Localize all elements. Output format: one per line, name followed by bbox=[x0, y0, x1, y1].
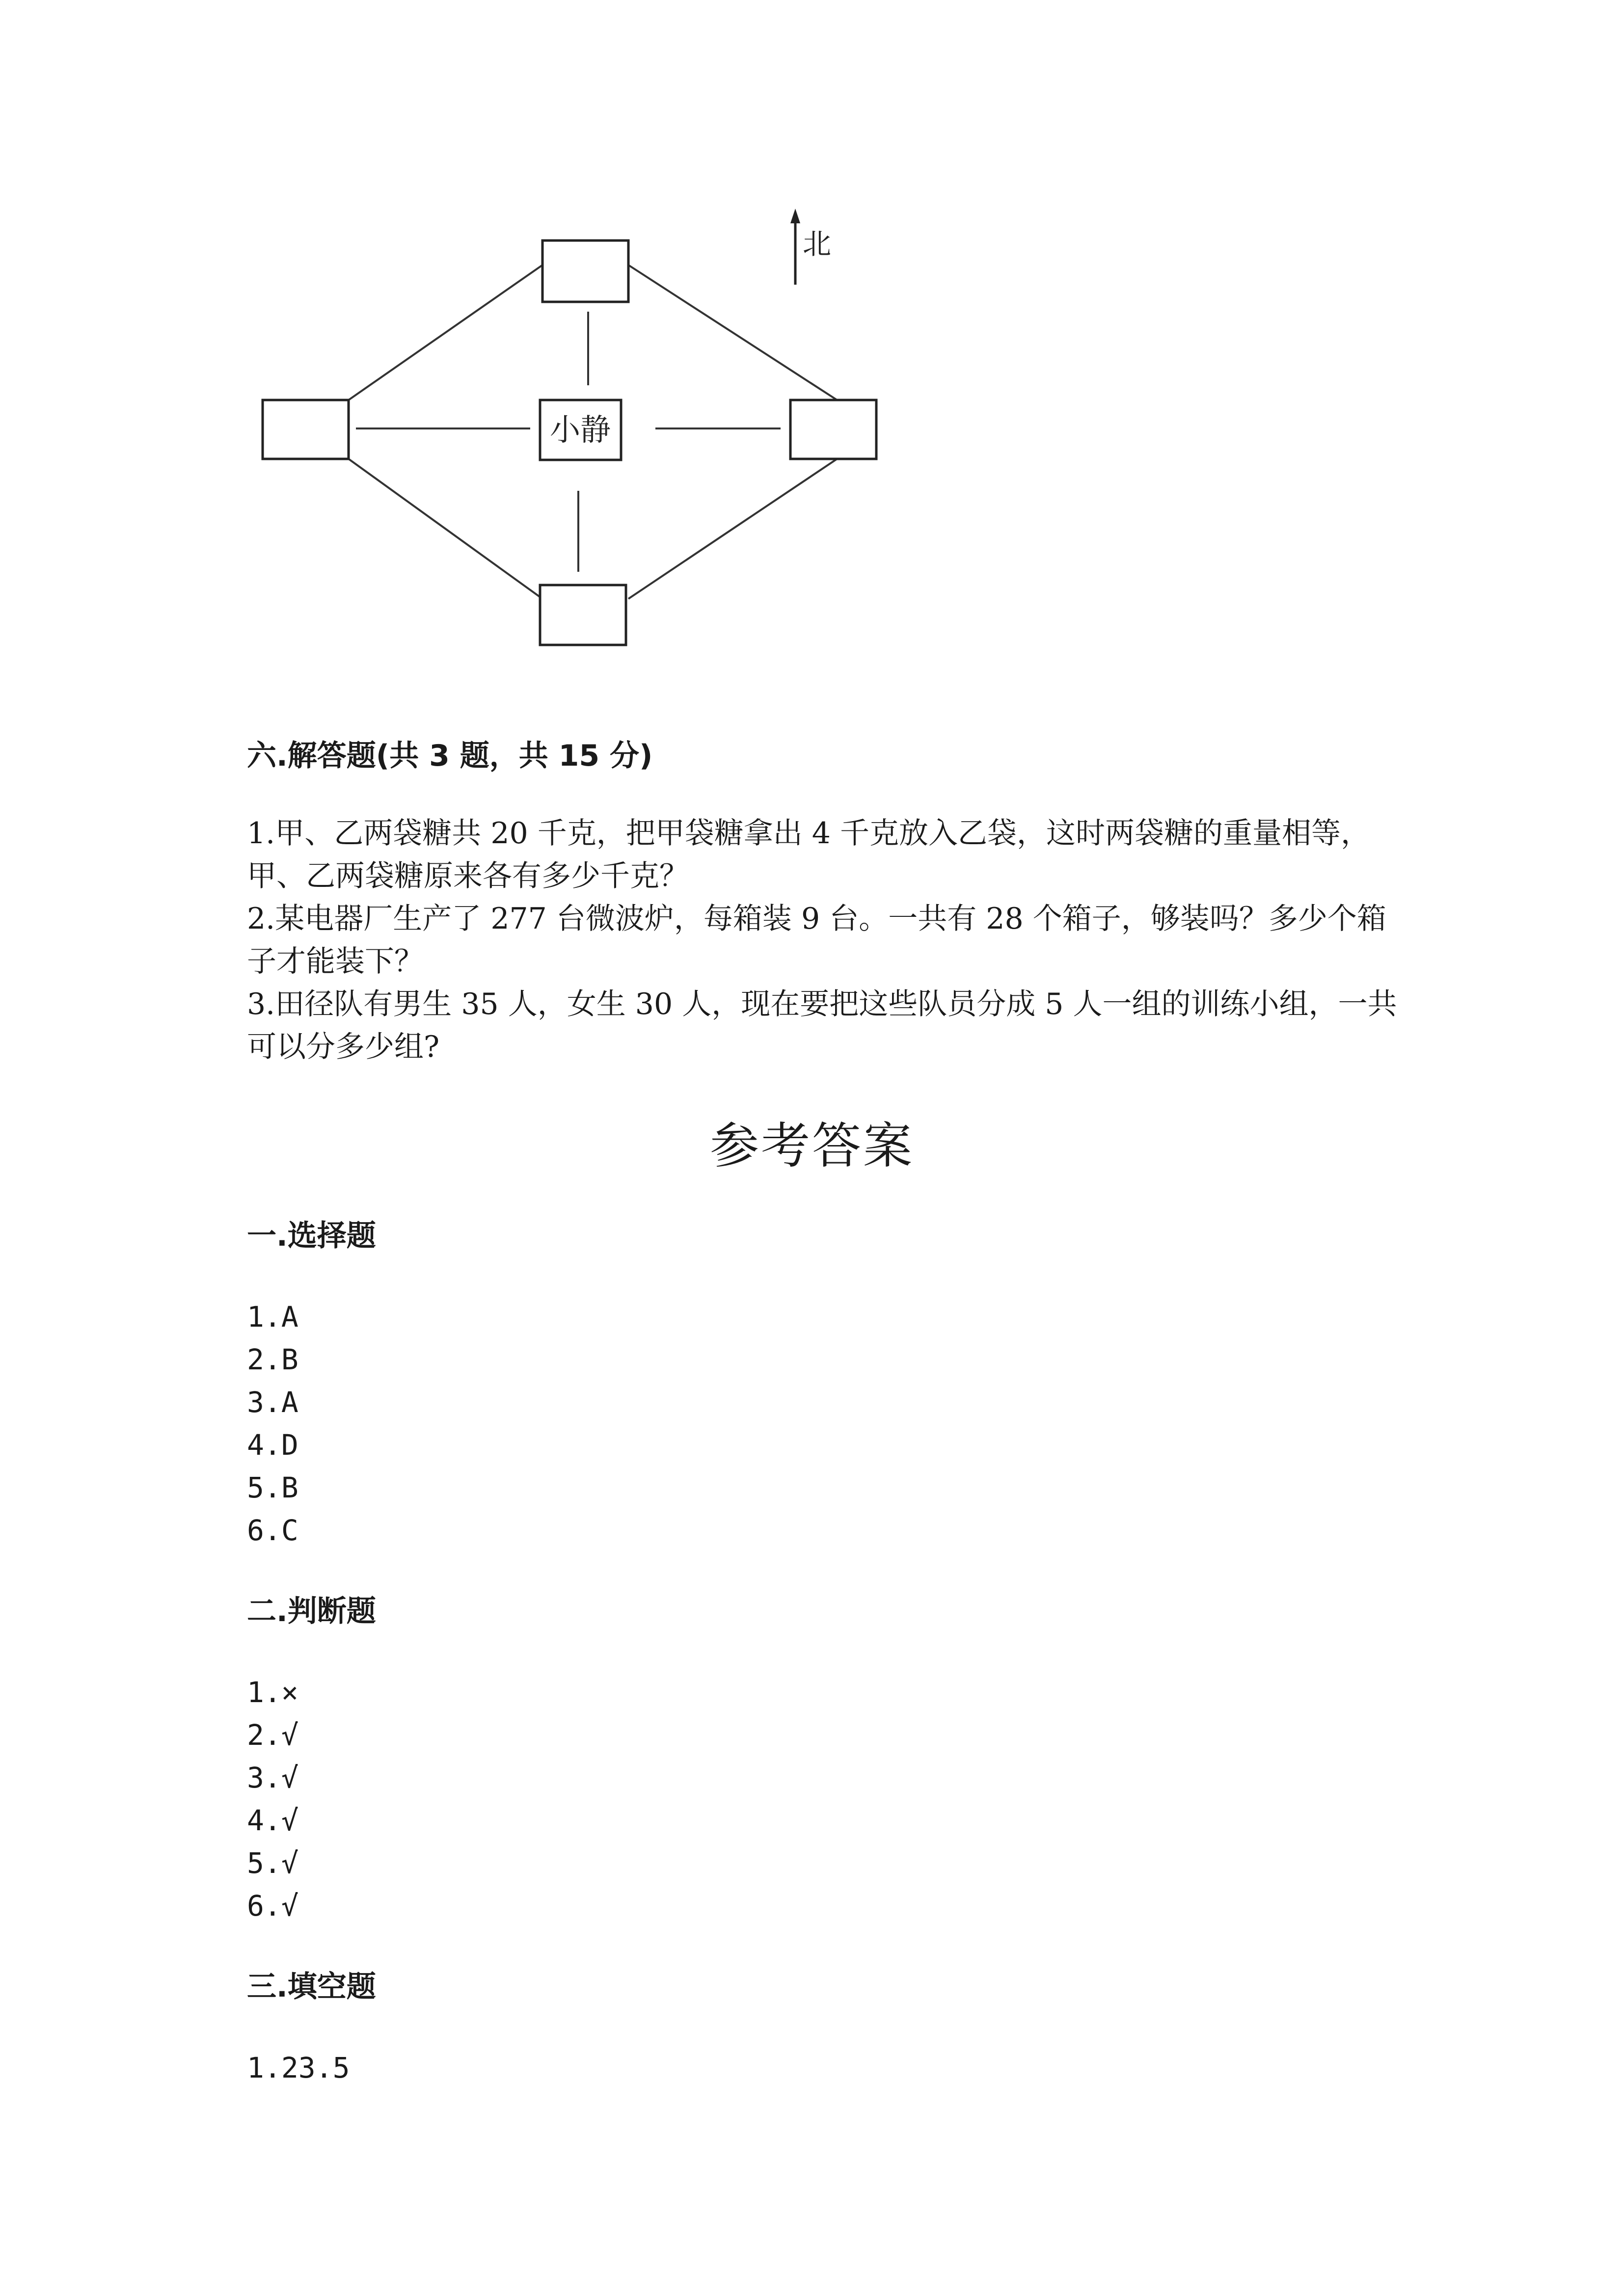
box-east bbox=[790, 400, 876, 459]
answers-section3-list bbox=[247, 2047, 350, 2089]
direction-diagram bbox=[245, 196, 903, 667]
answer-item: 5.B bbox=[247, 1471, 298, 1504]
problem-1: 1.甲、乙两袋糖共 20 千克，把甲袋糖拿出 4 千克放入乙袋，这时两袋糖的重量相等，甲、乙两袋糖原来各有多少千克？ bbox=[247, 816, 1371, 893]
answers-section2-list bbox=[247, 1671, 298, 1927]
answers-title: 参考答案 bbox=[710, 1117, 914, 1175]
problem-2: 2.某电器厂生产了 277 台微波炉，每箱装 9 台。一共有 28 个箱子，够装吗？多少个箱子才能装下？ bbox=[247, 902, 1386, 979]
answer-item: 4.√ bbox=[247, 1804, 298, 1837]
center-label: 小静 bbox=[549, 412, 611, 448]
line-bottom-left bbox=[349, 459, 542, 599]
answer-item: 4.D bbox=[247, 1428, 298, 1462]
box-west bbox=[263, 400, 349, 459]
problem-list bbox=[247, 812, 1406, 1068]
answers-section1-list bbox=[247, 1296, 298, 1552]
answer-item: 2.B bbox=[247, 1343, 298, 1376]
answers-section2-heading: 二.判断题 bbox=[247, 1594, 376, 1629]
section6-heading: 六.解答题(共 3 题，共 15 分) bbox=[247, 739, 653, 773]
line-top-left bbox=[349, 265, 542, 400]
answer-item: 1.A bbox=[247, 1300, 298, 1334]
diagram-svg bbox=[245, 196, 903, 667]
north-arrow-head bbox=[790, 209, 800, 223]
answer-item: 6.√ bbox=[247, 1889, 298, 1922]
answer-item: 6.C bbox=[247, 1514, 298, 1547]
north-label: 北 bbox=[803, 227, 832, 261]
answer-item: 3.A bbox=[247, 1386, 298, 1419]
box-south bbox=[540, 585, 626, 645]
line-bottom-right bbox=[628, 459, 837, 599]
answer-item: 1.× bbox=[247, 1676, 298, 1709]
line-top-right bbox=[628, 265, 837, 400]
answers-section1-heading: 一.选择题 bbox=[247, 1219, 376, 1253]
answer-item: 1.23.5 bbox=[247, 2051, 350, 2084]
answers-section3-heading: 三.填空题 bbox=[247, 1970, 376, 2004]
problem-3: 3.田径队有男生 35 人，女生 30 人，现在要把这些队员分成 5 人一组的训练小组，一共可以分多少组? bbox=[247, 987, 1397, 1064]
box-north bbox=[542, 240, 628, 302]
answer-item: 3.√ bbox=[247, 1761, 298, 1794]
answer-item: 2.√ bbox=[247, 1718, 298, 1752]
answer-item: 5.√ bbox=[247, 1846, 298, 1880]
